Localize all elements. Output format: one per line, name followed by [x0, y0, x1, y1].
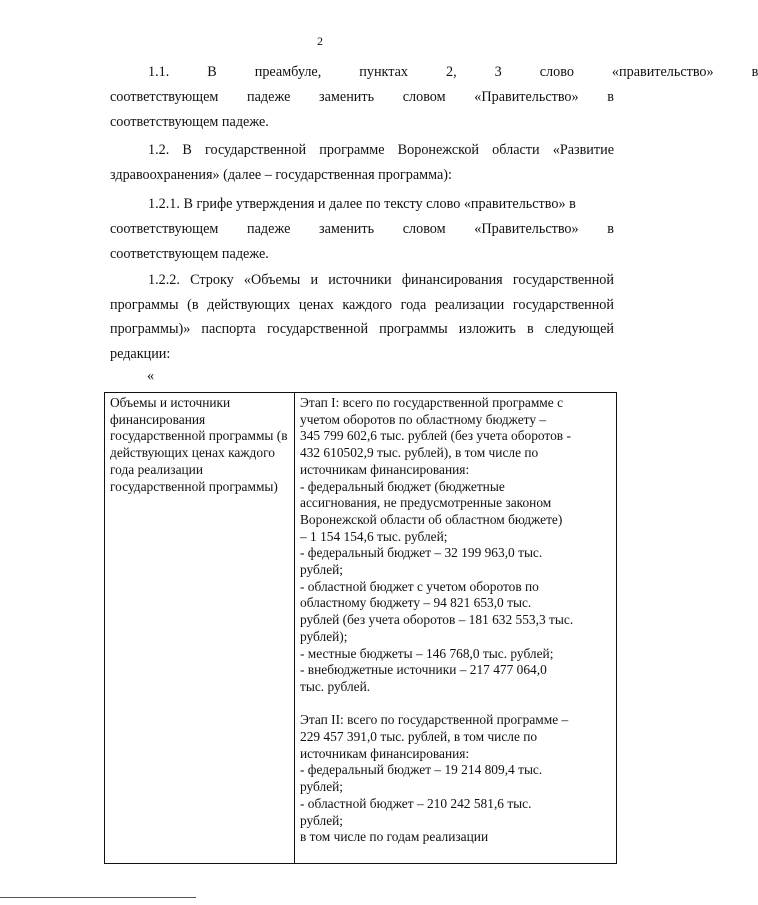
page-number: 2 — [317, 34, 323, 48]
word: словом — [402, 89, 446, 105]
paragraph-1-1-line-3: соответствующем падеже. — [110, 114, 269, 130]
word: заменить — [319, 89, 375, 105]
funding-line: в том числе по годам реализации — [300, 829, 489, 845]
funding-line: ассигнования, не предусмотренные законом — [300, 495, 552, 511]
funding-line: рублей; — [300, 779, 344, 795]
word: 3 — [494, 64, 502, 80]
word: 2, — [446, 64, 457, 80]
word: падеже — [247, 221, 291, 237]
funding-line: тыс. рублей. — [300, 678, 371, 694]
word: словом — [402, 221, 446, 237]
footer-rule — [0, 897, 196, 898]
word: соответствующем — [110, 221, 219, 237]
word: в — [607, 221, 614, 237]
word: слово — [539, 64, 574, 80]
word: в — [751, 64, 758, 80]
paragraph-1-2-1-line-2 — [110, 217, 614, 242]
funding-line: областному бюджету – 94 821 653,0 тыс. — [300, 595, 532, 611]
paragraph-1-2-2: 1.2.2. Строку «Объемы и источники финансирования государственной программы (в действующих ценах каждого года реализации государственной программы)» паспорта государственной программы изложить в следующей редакции: — [110, 272, 614, 363]
word: «правительство» — [611, 64, 714, 80]
paragraph-1-2: 1.2. В государственной программе Воронежской области «Развитие здравоохранения» (далее – государственная программа): — [110, 142, 614, 183]
funding-line: - областной бюджет – 210 242 581,6 тыс. — [300, 795, 532, 811]
word: пунктах — [359, 64, 409, 80]
table-cell-funding — [295, 393, 617, 864]
funding-line: - федеральный бюджет – 32 199 963,0 тыс. — [300, 545, 543, 561]
funding-line: рублей; — [300, 812, 344, 828]
funding-line: учетом оборотов по областному бюджету – — [300, 411, 547, 427]
word: «Правительство» — [474, 89, 579, 105]
blank-line — [300, 696, 612, 713]
funding-line: Воронежской области об областном бюджете) — [300, 511, 563, 527]
opening-quote-mark: « — [147, 368, 155, 384]
table-row — [105, 393, 617, 864]
funding-line: 432 610502,9 тыс. рублей), в том числе по — [300, 445, 539, 461]
word: в — [607, 89, 614, 105]
paragraph-1-2-1-line-3: соответствующем падеже. — [110, 246, 269, 262]
funding-line: источникам финансирования: — [300, 745, 470, 761]
funding-line: – 1 154 154,6 тыс. рублей; — [300, 528, 448, 544]
word: В — [207, 64, 217, 80]
funding-line: - внебюджетные источники – 217 477 064,0 — [300, 662, 547, 678]
passport-table — [104, 392, 617, 864]
word: падеже — [247, 89, 291, 105]
paragraph-1-1-line-1 — [110, 60, 758, 85]
funding-line: 345 799 602,6 тыс. рублей (без учета оборотов - — [300, 428, 571, 444]
funding-line: - местные бюджеты – 146 768,0 тыс. рублей; — [300, 645, 554, 661]
word: «Правительство» — [474, 221, 579, 237]
word: преамбуле, — [254, 64, 322, 80]
funding-line: Этап I: всего по государственной программе с — [300, 395, 564, 410]
funding-line: рублей); — [300, 628, 348, 644]
funding-line: Этап II: всего по государственной программе – — [300, 712, 569, 728]
funding-line: рублей; — [300, 562, 344, 578]
word: 1.1. — [148, 64, 170, 80]
word: соответствующем — [110, 89, 219, 105]
word: заменить — [319, 221, 375, 237]
paragraph-1-1-line-2 — [110, 85, 614, 110]
funding-line: - областной бюджет с учетом оборотов по — [300, 578, 539, 594]
paragraph-1-2-1-line-1: 1.2.1. В грифе утверждения и далее по тексту слово «правительство» в — [148, 196, 576, 212]
table-cell-label: Объемы и источники финансирования государственной программы (в действующих ценах каждого года реализации государственной программы) — [105, 393, 295, 864]
funding-line: - федеральный бюджет – 19 214 809,4 тыс. — [300, 762, 543, 778]
funding-line: рублей (без учета оборотов – 181 632 553,3 тыс. — [300, 612, 574, 628]
funding-line: источникам финансирования: — [300, 461, 470, 477]
funding-line: - федеральный бюджет (бюджетные — [300, 478, 505, 494]
funding-line: 229 457 391,0 тыс. рублей, в том числе по — [300, 729, 538, 745]
